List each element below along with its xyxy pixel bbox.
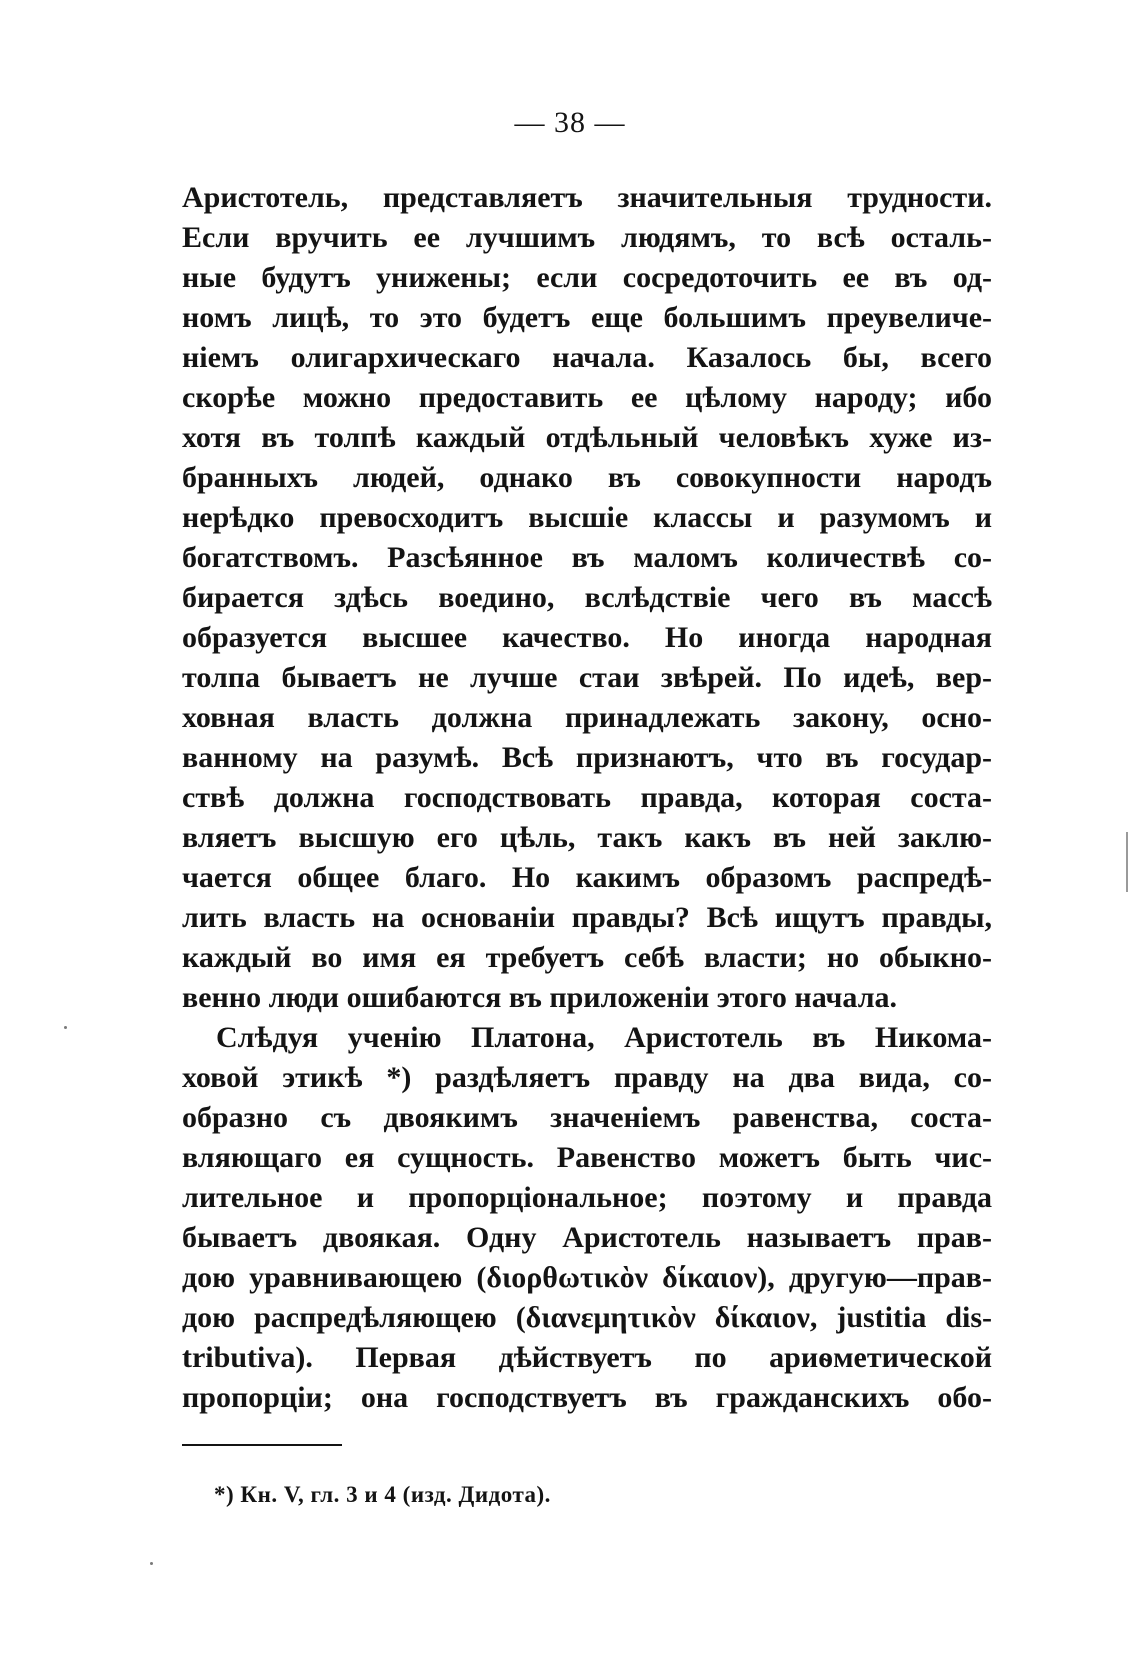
text-line: бываетъ двоякая. Одну Аристотель называетъ прав-	[182, 1221, 992, 1254]
text-line: tributiva). Первая дѣйствуетъ по ариѳметической	[182, 1341, 992, 1374]
text-line: образуется высшее качество. Но иногда народная	[182, 621, 992, 654]
text-line: ствѣ должна господствовать правда, которая соста-	[182, 781, 992, 814]
text-line: нерѣдко превосходитъ высшіе классы и разумомъ и	[182, 501, 992, 534]
text-line: Слѣдуя ученію Платона, Аристотель въ Никома-	[216, 1021, 992, 1054]
footnote-divider	[182, 1444, 342, 1446]
text-line: номъ лицѣ, то это будетъ еще большимъ преувеличе-	[182, 301, 992, 334]
text-line: ніемъ олигархическаго начала. Казалось бы, всего	[182, 341, 992, 374]
text-line: ванному на разумѣ. Всѣ признаютъ, что въ государ-	[182, 741, 992, 774]
footnote: *) Кн. V, гл. 3 и 4 (изд. Дидота).	[214, 1482, 551, 1507]
text-line: ховой этикѣ *) раздѣляетъ правду на два вида, со-	[182, 1061, 992, 1094]
text-line: толпа бываетъ не лучше стаи звѣрей. По идеѣ, вер-	[182, 661, 992, 694]
text-line: лить власть на основаніи правды? Всѣ ищутъ правды,	[182, 901, 992, 934]
text-line: дою уравнивающею (διορθωτικὸν δίκαιον), другую—прав-	[182, 1261, 992, 1294]
scan-speck	[150, 1562, 153, 1565]
body-text	[182, 178, 992, 1418]
text-line: лительное и пропорціональное; поэтому и правда	[182, 1181, 992, 1214]
text-line: образно съ двоякимъ значеніемъ равенства, соста-	[182, 1101, 992, 1134]
text-line: венно люди ошибаются въ приложеніи этого начала.	[182, 981, 898, 1014]
text-line: Если вручить ее лучшимъ людямъ, то всѣ осталь-	[182, 221, 992, 254]
text-line: пропорціи; она господствуетъ въ гражданскихъ обо-	[182, 1381, 992, 1414]
text-line: ховная власть должна принадлежать закону, осно-	[182, 701, 992, 734]
text-line: скорѣе можно предоставить ее цѣлому народу; ибо	[182, 381, 992, 414]
scan-speck	[64, 1026, 67, 1029]
text-line: каждый во имя ея требуетъ себѣ власти; но обыкно-	[182, 941, 992, 974]
text-line: чается общее благо. Но какимъ образомъ распредѣ-	[182, 861, 992, 894]
text-line: бирается здѣсь воедино, вслѣдствіе чего въ массѣ	[182, 581, 992, 614]
text-line: ные будутъ унижены; если сосредоточить ее въ од-	[182, 261, 992, 294]
page-number: — 38 —	[514, 106, 626, 139]
text-line: богатствомъ. Разсѣянное въ маломъ количествѣ со-	[182, 541, 992, 574]
text-line: вляетъ высшую его цѣль, такъ какъ въ ней заклю-	[182, 821, 992, 854]
text-line: Аристотель, представляетъ значительныя трудности.	[182, 181, 992, 214]
text-line: бранныхъ людей, однако въ совокупности народъ	[182, 461, 992, 494]
scan-edge-mark	[1126, 832, 1128, 892]
text-line: хотя въ толпѣ каждый отдѣльный человѣкъ хуже из-	[182, 421, 992, 454]
text-line: вляющаго ея сущность. Равенство можетъ быть чис-	[182, 1141, 992, 1174]
text-line: дою распредѣляющею (διανεμητικὸν δίκαιον, justitia dis-	[182, 1301, 992, 1334]
